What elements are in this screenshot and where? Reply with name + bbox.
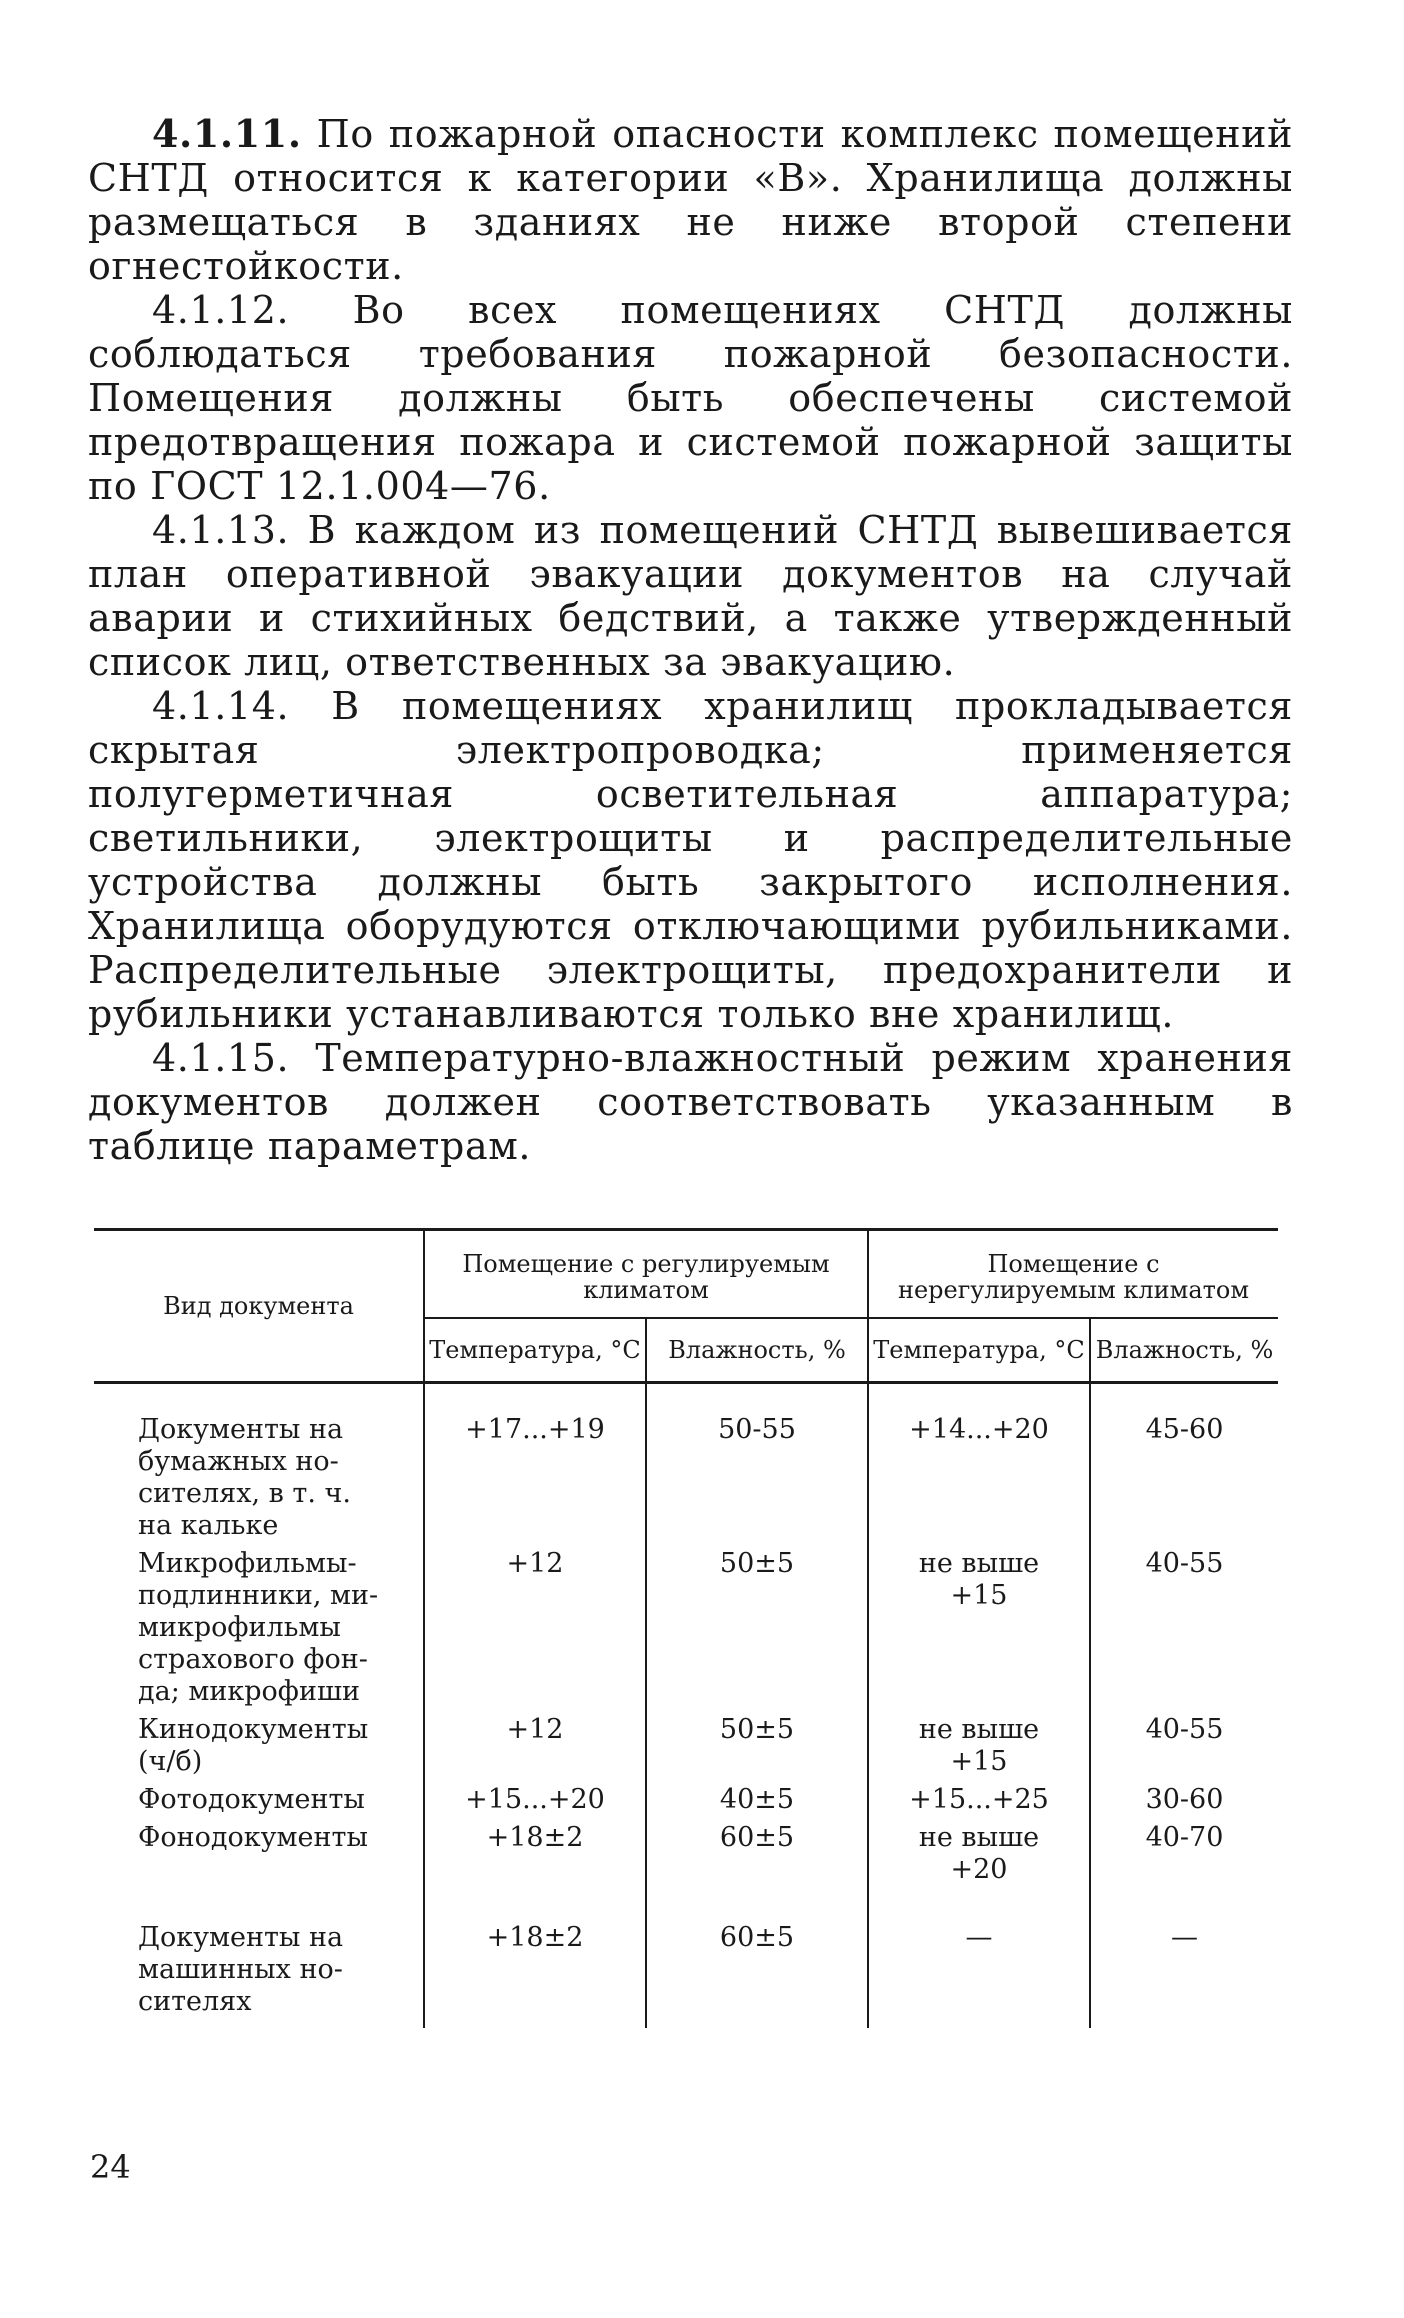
cell-value: +15...+20 xyxy=(465,1784,605,1815)
cell-value: 40±5 xyxy=(719,1784,795,1815)
cell-value: 60±5 xyxy=(719,1922,795,1953)
paragraph-4-1-13 xyxy=(88,508,1293,684)
paragraph-number: 4.1.15. xyxy=(152,1036,290,1080)
cell-value: не выше xyxy=(918,1548,1040,1579)
storage-parameters-table-wrap xyxy=(94,1228,1278,2028)
cell-regulated-humidity xyxy=(646,1892,868,2028)
cell-unregulated-humidity xyxy=(1090,1822,1278,1892)
cell-unregulated-humidity xyxy=(1090,1383,1278,1549)
row-doc-type xyxy=(94,1892,424,2028)
paragraph-text: В каждом из помещений СНТД вывешивается план оперативной эвакуации документов на случай аварии и стихийных бедствий, а также утвержденный список лиц, ответственных за эвакуацию. xyxy=(88,508,1293,684)
cell-unregulated-humidity xyxy=(1090,1548,1278,1714)
table-row xyxy=(94,1784,1278,1822)
cell-unregulated-humidity xyxy=(1090,1892,1278,2028)
cell-unregulated-temperature xyxy=(868,1892,1090,2028)
cell-regulated-temperature xyxy=(424,1892,646,2028)
cell-value: +12 xyxy=(506,1714,564,1745)
table-row xyxy=(94,1383,1278,1549)
doc-type-line: бумажных но- xyxy=(138,1446,339,1477)
cell-regulated-temperature xyxy=(424,1548,646,1714)
cell-value: +17...+19 xyxy=(465,1414,605,1445)
cell-value: 50-55 xyxy=(718,1414,796,1445)
row-doc-type xyxy=(94,1548,424,1714)
paragraph-text: Во всех помещениях СНТД должны соблюдаться требования пожарной безопасности. Помещения должны быть обеспечены системой предотвращения пожара и системой пожарной защиты по ГОСТ 12.1.004—76. xyxy=(88,288,1293,508)
header-unregulated-humidity: Влажность, % xyxy=(1090,1318,1278,1383)
cell-unregulated-humidity xyxy=(1090,1714,1278,1784)
doc-type-line: машинных но- xyxy=(138,1954,343,1985)
cell-value: +15 xyxy=(950,1580,1008,1611)
cell-value: +18±2 xyxy=(486,1922,584,1953)
cell-value: +12 xyxy=(506,1548,564,1579)
doc-type-line: Фонодокументы xyxy=(138,1822,368,1853)
doc-type-line: страхового фон- xyxy=(138,1644,368,1675)
doc-type-line: Кинодокументы xyxy=(138,1714,369,1745)
body-text xyxy=(88,112,1293,1168)
row-doc-type xyxy=(94,1714,424,1784)
paragraph-text: В помещениях хранилищ прокладывается скрытая электропроводка; применяется полугерметичная осветительная аппаратура; светильники, электрощиты и распределительные устройства должны быть закрытого исполнения. Хранилища оборудуются отключающими рубильниками. Распределительные электрощиты, предохранители и рубильники устанавливаются только вне хранилищ. xyxy=(88,684,1293,1036)
paragraph-4-1-14 xyxy=(88,684,1293,1036)
cell-value: 40-55 xyxy=(1145,1548,1224,1579)
header-regulated-humidity: Влажность, % xyxy=(646,1318,868,1383)
cell-value: 50±5 xyxy=(719,1548,795,1579)
storage-parameters-table xyxy=(94,1228,1278,2028)
cell-value: — xyxy=(965,1922,993,1953)
table-row xyxy=(94,1892,1278,2028)
cell-regulated-temperature xyxy=(424,1784,646,1822)
paragraph-number: 4.1.11. xyxy=(152,111,302,156)
cell-value: +20 xyxy=(950,1854,1008,1885)
paragraph-number: 4.1.13. xyxy=(152,508,290,552)
header-unregulated-temperature: Температура, °С xyxy=(868,1318,1090,1383)
cell-regulated-temperature xyxy=(424,1822,646,1892)
paragraph-4-1-15 xyxy=(88,1036,1293,1168)
cell-regulated-humidity xyxy=(646,1383,868,1549)
doc-type-line: Фотодокументы xyxy=(138,1784,365,1815)
paragraph-text: По пожарной опасности комплекс помещений СНТД относится к категории «В». Хранилища должны размещаться в зданиях не ниже второй степени огнестойкости. xyxy=(88,112,1293,288)
table-row xyxy=(94,1714,1278,1784)
row-doc-type xyxy=(94,1822,424,1892)
paragraph-number: 4.1.14. xyxy=(152,684,290,728)
row-doc-type xyxy=(94,1383,424,1549)
cell-value: +14...+20 xyxy=(909,1414,1049,1445)
cell-value: — xyxy=(1171,1922,1198,1953)
cell-unregulated-humidity xyxy=(1090,1784,1278,1822)
doc-type-line: сителях, в т. ч. xyxy=(138,1478,351,1509)
paragraph-text: Температурно-влажностный режим хранения документов должен соответствовать указанным в таблице параметрам. xyxy=(88,1036,1293,1168)
doc-type-line: на кальке xyxy=(138,1510,279,1541)
doc-type-line: Документы на xyxy=(138,1922,344,1953)
cell-value: 50±5 xyxy=(719,1714,795,1745)
cell-value: +15 xyxy=(950,1746,1008,1777)
cell-regulated-temperature xyxy=(424,1714,646,1784)
cell-regulated-humidity xyxy=(646,1822,868,1892)
paragraph-4-1-11 xyxy=(88,112,1293,288)
cell-value: +15...+25 xyxy=(909,1784,1049,1815)
header-doc-type: Вид документа xyxy=(94,1230,424,1383)
cell-regulated-humidity xyxy=(646,1548,868,1714)
table-body xyxy=(94,1383,1278,2029)
header-regulated-temperature: Температура, °С xyxy=(424,1318,646,1383)
cell-value: 30-60 xyxy=(1145,1784,1224,1815)
table-row xyxy=(94,1822,1278,1892)
cell-value: 40-55 xyxy=(1145,1714,1224,1745)
doc-type-line: сителях xyxy=(138,1986,252,2017)
doc-type-line: Документы на xyxy=(138,1414,344,1445)
paragraph-number: 4.1.12. xyxy=(152,288,290,332)
cell-value: +18±2 xyxy=(486,1822,584,1853)
doc-type-line: (ч/б) xyxy=(138,1746,203,1777)
cell-unregulated-temperature xyxy=(868,1714,1090,1784)
doc-type-line: Микрофильмы- xyxy=(138,1548,357,1579)
table-header xyxy=(94,1230,1278,1383)
cell-value: не выше xyxy=(918,1822,1040,1853)
cell-value: 45-60 xyxy=(1145,1414,1224,1445)
cell-unregulated-temperature xyxy=(868,1784,1090,1822)
doc-type-line: микрофильмы xyxy=(138,1612,341,1643)
cell-value: 40-70 xyxy=(1145,1822,1224,1853)
cell-unregulated-temperature xyxy=(868,1383,1090,1549)
header-regulated-climate: Помещение с регулируемым климатом xyxy=(424,1230,868,1319)
table-row xyxy=(94,1548,1278,1714)
cell-value: не выше xyxy=(918,1714,1040,1745)
cell-regulated-humidity xyxy=(646,1784,868,1822)
paragraph-4-1-12 xyxy=(88,288,1293,508)
row-doc-type xyxy=(94,1784,424,1822)
page-number: 24 xyxy=(90,2148,131,2186)
cell-regulated-temperature xyxy=(424,1383,646,1549)
cell-value: 60±5 xyxy=(719,1822,795,1853)
doc-type-line: да; микрофиши xyxy=(138,1676,361,1707)
doc-type-line: подлинники, ми- xyxy=(138,1580,379,1611)
cell-unregulated-temperature xyxy=(868,1822,1090,1892)
header-unregulated-climate: Помещение с нерегулируемым климатом xyxy=(868,1230,1278,1319)
cell-regulated-humidity xyxy=(646,1714,868,1784)
cell-unregulated-temperature xyxy=(868,1548,1090,1714)
